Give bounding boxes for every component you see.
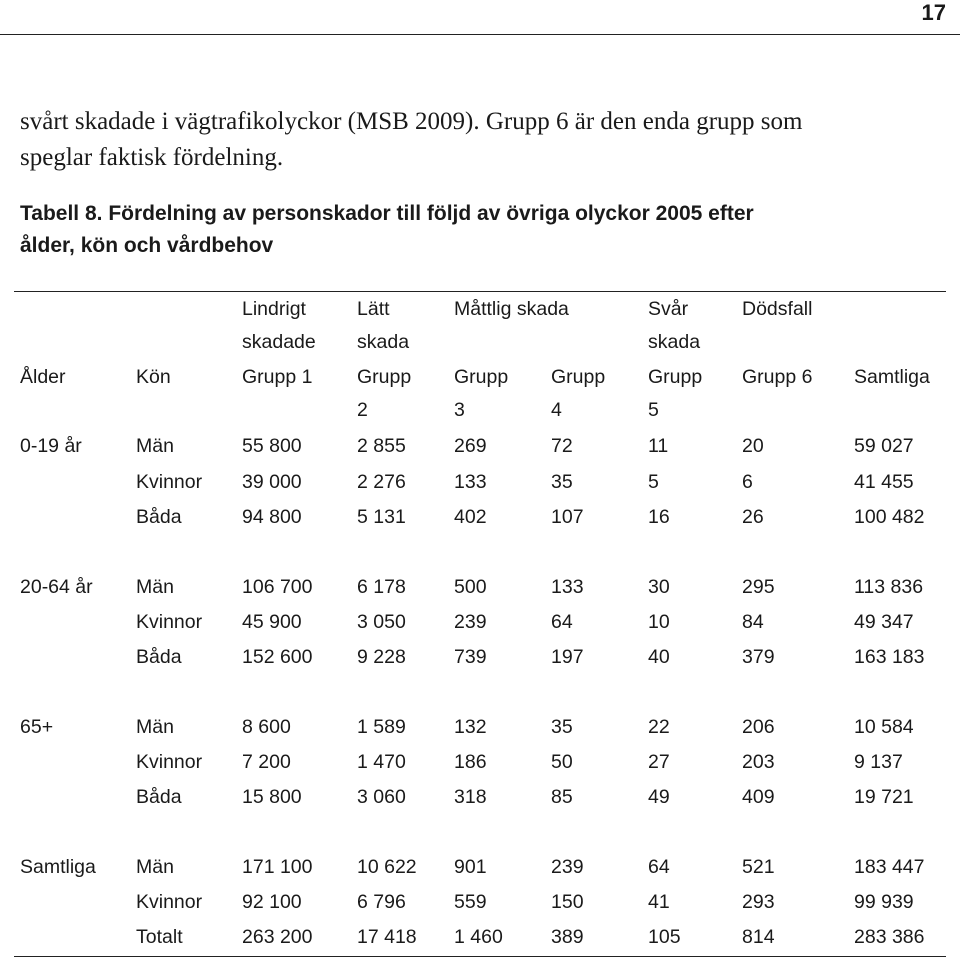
header-sex: Kön [136, 366, 171, 388]
row-age-label: 0-19 år [20, 435, 82, 457]
cell-grupp5: 64 [648, 856, 670, 878]
cell-grupp3: 500 [454, 576, 487, 598]
header-grupp1: Grupp 1 [242, 366, 313, 388]
cell-samtliga: 49 347 [854, 611, 914, 633]
cell-grupp2: 9 228 [357, 646, 406, 668]
cell-samtliga: 113 836 [854, 576, 924, 598]
cell-grupp4: 133 [551, 576, 584, 598]
cell-grupp5: 105 [648, 926, 681, 948]
cell-grupp3: 402 [454, 506, 487, 528]
intro-line: svårt skadade i vägtrafikolyckor (MSB 2009). Grupp 6 är den enda grupp som [20, 108, 803, 135]
row-age-label: Samtliga [20, 856, 96, 878]
cell-grupp3: 133 [454, 471, 487, 493]
cell-samtliga: 10 584 [854, 716, 914, 738]
cell-grupp5: 22 [648, 716, 670, 738]
header-grupp5-line2: 5 [648, 399, 659, 421]
cell-grupp1: 45 900 [242, 611, 302, 633]
row-sex-label: Totalt [136, 926, 183, 948]
cell-grupp6: 6 [742, 471, 753, 493]
header-grupp2-line2: 2 [357, 399, 368, 421]
header-grupp4-line1: Grupp [551, 366, 606, 388]
cell-samtliga: 41 455 [854, 471, 914, 493]
cell-grupp4: 150 [551, 891, 584, 913]
table-top-rule [14, 291, 946, 292]
header-g5-line2: skada [648, 331, 701, 353]
cell-grupp4: 35 [551, 471, 573, 493]
row-sex-label: Båda [136, 506, 182, 528]
cell-grupp6: 409 [742, 786, 775, 808]
cell-grupp2: 2 276 [357, 471, 406, 493]
header-g1-line1: Lindrigt [242, 298, 306, 320]
row-sex-label: Kvinnor [136, 611, 203, 633]
cell-grupp5: 16 [648, 506, 670, 528]
cell-grupp3: 559 [454, 891, 487, 913]
cell-grupp5: 5 [648, 471, 659, 493]
cell-grupp3: 269 [454, 435, 487, 457]
row-sex-label: Kvinnor [136, 891, 203, 913]
cell-grupp1: 263 200 [242, 926, 313, 948]
cell-samtliga: 99 939 [854, 891, 914, 913]
cell-grupp1: 55 800 [242, 435, 302, 457]
cell-grupp1: 7 200 [242, 751, 291, 773]
header-grupp3-line1: Grupp [454, 366, 509, 388]
cell-grupp6: 26 [742, 506, 764, 528]
cell-grupp3: 239 [454, 611, 487, 633]
cell-grupp2: 10 622 [357, 856, 417, 878]
cell-grupp2: 17 418 [357, 926, 417, 948]
table-bottom-rule [14, 956, 946, 957]
cell-grupp6: 206 [742, 716, 775, 738]
header-grupp6: Grupp 6 [742, 366, 813, 388]
row-sex-label: Båda [136, 646, 182, 668]
cell-grupp3: 901 [454, 856, 487, 878]
cell-grupp3: 739 [454, 646, 487, 668]
cell-grupp6: 814 [742, 926, 775, 948]
row-age-label: 65+ [20, 716, 54, 738]
cell-grupp5: 49 [648, 786, 670, 808]
cell-grupp1: 152 600 [242, 646, 313, 668]
cell-grupp6: 84 [742, 611, 764, 633]
cell-grupp4: 72 [551, 435, 573, 457]
cell-grupp4: 389 [551, 926, 584, 948]
caption-label: Tabell 8. [20, 202, 103, 225]
cell-grupp6: 295 [742, 576, 775, 598]
cell-grupp3: 132 [454, 716, 487, 738]
cell-grupp6: 521 [742, 856, 775, 878]
row-sex-label: Män [136, 856, 174, 878]
cell-grupp2: 2 855 [357, 435, 406, 457]
cell-grupp5: 30 [648, 576, 670, 598]
cell-grupp1: 94 800 [242, 506, 302, 528]
cell-grupp5: 40 [648, 646, 670, 668]
header-g2-line2: skada [357, 331, 410, 353]
cell-samtliga: 59 027 [854, 435, 914, 457]
cell-samtliga: 19 721 [854, 786, 914, 808]
row-sex-label: Män [136, 576, 174, 598]
row-sex-label: Män [136, 716, 174, 738]
row-sex-label: Båda [136, 786, 182, 808]
cell-grupp1: 92 100 [242, 891, 302, 913]
table-caption [20, 198, 940, 262]
caption-text: Fördelning av personskador till följd av övriga olyckor 2005 efter [102, 202, 754, 225]
cell-grupp4: 107 [551, 506, 584, 528]
intro-line: speglar faktisk fördelning. [20, 144, 284, 171]
cell-grupp6: 293 [742, 891, 775, 913]
cell-grupp4: 239 [551, 856, 584, 878]
header-g6: Dödsfall [742, 298, 813, 320]
cell-grupp1: 171 100 [242, 856, 313, 878]
cell-grupp5: 11 [648, 435, 669, 457]
cell-grupp1: 15 800 [242, 786, 302, 808]
cell-grupp2: 5 131 [357, 506, 406, 528]
cell-grupp2: 6 178 [357, 576, 406, 598]
cell-grupp4: 197 [551, 646, 584, 668]
cell-grupp4: 64 [551, 611, 573, 633]
cell-grupp1: 106 700 [242, 576, 313, 598]
cell-samtliga: 163 183 [854, 646, 925, 668]
cell-grupp1: 39 000 [242, 471, 302, 493]
cell-grupp1: 8 600 [242, 716, 291, 738]
header-grupp2-line1: Grupp [357, 366, 412, 388]
row-sex-label: Kvinnor [136, 471, 203, 493]
row-sex-label: Män [136, 435, 174, 457]
cell-grupp4: 50 [551, 751, 573, 773]
cell-grupp2: 1 589 [357, 716, 406, 738]
cell-grupp5: 10 [648, 611, 670, 633]
header-g3: Måttlig skada [454, 298, 569, 320]
cell-grupp5: 41 [648, 891, 670, 913]
cell-grupp4: 35 [551, 716, 573, 738]
cell-grupp6: 203 [742, 751, 775, 773]
cell-samtliga: 9 137 [854, 751, 903, 773]
header-samtliga: Samtliga [854, 366, 930, 388]
header-g5-line1: Svår [648, 298, 689, 320]
page-number: 17 [921, 0, 946, 25]
cell-grupp2: 1 470 [357, 751, 406, 773]
cell-grupp3: 1 460 [454, 926, 503, 948]
header-grupp4-line2: 4 [551, 399, 562, 421]
cell-grupp6: 20 [742, 435, 764, 457]
header-grupp3-line2: 3 [454, 399, 465, 421]
cell-grupp3: 318 [454, 786, 487, 808]
cell-grupp5: 27 [648, 751, 670, 773]
cell-grupp2: 3 060 [357, 786, 406, 808]
page-header [0, 0, 960, 35]
intro-paragraph [20, 104, 950, 176]
row-age-label: 20-64 år [20, 576, 93, 598]
cell-grupp6: 379 [742, 646, 775, 668]
header-g2-line1: Lätt [357, 298, 390, 320]
header-g1-line2: skadade [242, 331, 316, 353]
cell-samtliga: 100 482 [854, 506, 925, 528]
cell-grupp3: 186 [454, 751, 487, 773]
cell-samtliga: 283 386 [854, 926, 925, 948]
cell-grupp2: 3 050 [357, 611, 406, 633]
caption-text: ålder, kön och vårdbehov [20, 234, 274, 257]
cell-samtliga: 183 447 [854, 856, 925, 878]
cell-grupp2: 6 796 [357, 891, 406, 913]
row-sex-label: Kvinnor [136, 751, 203, 773]
header-grupp5-line1: Grupp [648, 366, 703, 388]
header-age: Ålder [20, 366, 66, 388]
cell-grupp4: 85 [551, 786, 573, 808]
